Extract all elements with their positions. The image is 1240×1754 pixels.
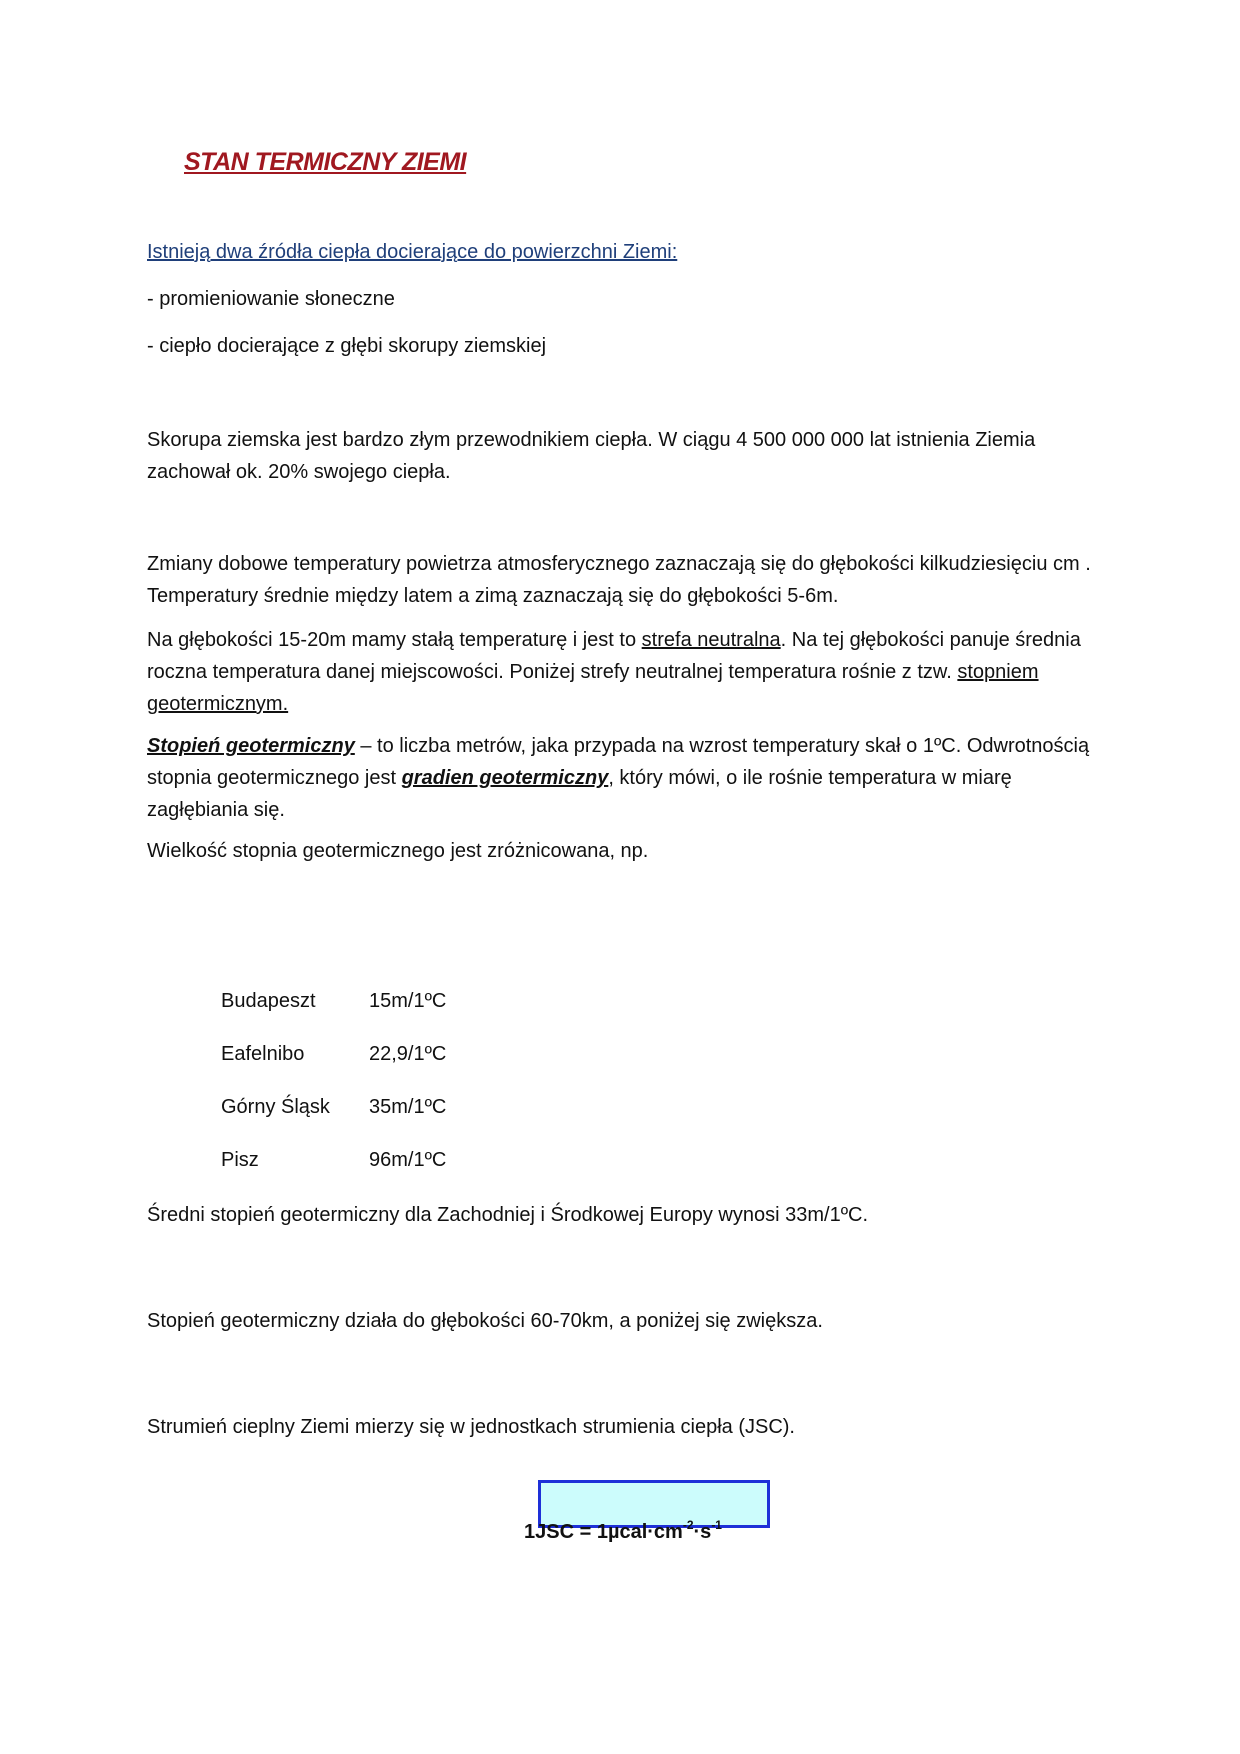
paragraph-average: Średni stopień geotermiczny dla Zachodniej i Środkowej Europy wynosi 33m/1ºC. [147, 1204, 868, 1226]
table-value: 22,9/1ºC [369, 1043, 447, 1065]
page-title: STAN TERMICZNY ZIEMI [184, 148, 467, 176]
paragraph-crust: Skorupa ziemska jest bardzo złym przewodnikiem ciepła. W ciągu 4 500 000 000 lat istnienia Ziemia zachował ok. 20% swojego ciepła. [147, 429, 1036, 483]
neutral-text-before: Na głębokości 15-20m mamy stałą temperaturę i jest to [147, 629, 642, 651]
source-item-solar: - promieniowanie słoneczne [147, 288, 395, 310]
paragraph-depth: Stopień geotermiczny działa do głębokości 60-70km, a poniżej się zwiększa. [147, 1310, 823, 1332]
paragraph-neutral-zone [147, 624, 1097, 720]
paragraph-flux: Strumień cieplny Ziemi mierzy się w jednostkach strumienia ciepła (JSC). [147, 1416, 795, 1438]
geothermal-degree-term: stopniem geotermicznym. [147, 661, 1039, 715]
neutral-text-middle: . Na tej głębokości panuje średnia roczna temperatura danej miejscowości. Poniżej strefy neutralnej temperatura rośnie z tzw. [147, 629, 1081, 683]
definition-term-gradient: gradien geotermiczny [401, 767, 609, 789]
formula-exponent-cm: -2 [682, 1518, 694, 1532]
formula-jsc [524, 1518, 722, 1544]
table-city: Górny Śląsk [221, 1096, 330, 1118]
definition-term-degree: Stopień geotermiczny [147, 735, 355, 757]
paragraph-varied: Wielkość stopnia geotermicznego jest zróżnicowana, np. [147, 840, 649, 862]
table-value: 15m/1ºC [369, 990, 447, 1012]
table-city: Pisz [221, 1149, 259, 1171]
table-value: 96m/1ºC [369, 1149, 447, 1171]
table-value: 35m/1ºC [369, 1096, 447, 1118]
paragraph-daily-changes: Zmiany dobowe temperatury powietrza atmosferycznego zaznaczają się do głębokości kilkudziesięciu cm . Temperatury średnie między latem a zimą zaznaczają się do głębokości 5-6m. [147, 553, 1091, 607]
table-city: Eafelnibo [221, 1043, 305, 1065]
table-city: Budapeszt [221, 990, 316, 1012]
formula-base: 1JSC = 1µcal·cm [524, 1521, 683, 1543]
intro-heading: Istnieją dwa źródła ciepła docierające do powierzchni Ziemi: [147, 241, 678, 263]
definition-text-2: , który mówi, o ile rośnie temperatura w miarę zagłębiania się. [147, 767, 1012, 821]
formula-mid: ·s [693, 1521, 712, 1543]
definition-text-1: – to liczba metrów, jaka przypada na wzrost temperatury skał o 1ºC. Odwrotnością stopnia geotermicznego jest [147, 735, 1090, 789]
paragraph-definition [147, 730, 1097, 826]
source-item-crust: - ciepło docierające z głębi skorupy ziemskiej [147, 335, 547, 357]
formula-exponent-s: -1 [711, 1518, 722, 1532]
neutral-zone-term: strefa neutralna [641, 629, 781, 651]
